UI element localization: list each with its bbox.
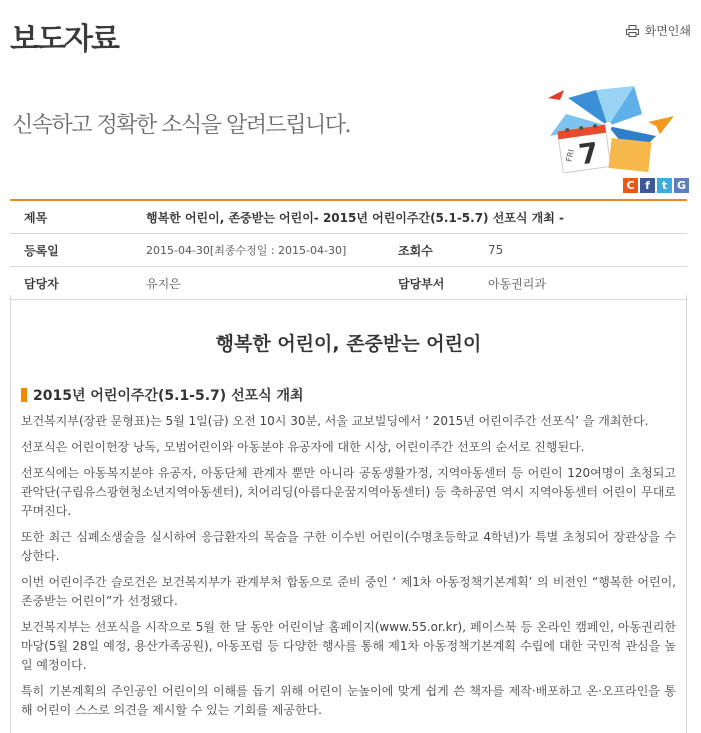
article-paragraphs bbox=[21, 412, 676, 727]
paragraph: 특히 기본계획의 주인공인 어린이의 이해를 돕기 위해 어린이 눈높이에 맞게 쉽게 쓴 책자를 제작·배포하고 온·오프라인을 통해 어린이 스스로 의견을 제시할 수 있는 기회를 제공한다. bbox=[21, 684, 676, 717]
paragraph: 보건복지부는 선포식을 시작으로 5월 한 달 동안 어린이날 홈페이지(www.55.or.kr), 페이스북 등 온라인 캠페인, 아동권리한마당(5월 28일 예정, 용산가족공원), 아동포럼 등 다양한 행사를 통해 제1차 아동정책기본계획 수립에 대한 국민적 관심을 높일 예정이다. bbox=[21, 620, 676, 672]
views-value: 75 bbox=[488, 243, 504, 257]
facebook-icon[interactable]: f bbox=[640, 178, 655, 193]
dept-label: 담당부서 bbox=[398, 276, 445, 291]
article-headline: 행복한 어린이, 존중받는 어린이 bbox=[215, 333, 482, 355]
print-label: 화면인쇄 bbox=[644, 24, 691, 38]
title-label: 제목 bbox=[24, 210, 48, 225]
date-value: 2015-04-30[최종수정일 : 2015-04-30] bbox=[146, 244, 347, 257]
paragraph: 선포식은 어린이헌장 낭독, 모범어린이와 아동분야 유공자에 대한 시상, 어린이주간 선포의 순서로 진행된다. bbox=[21, 440, 585, 454]
meta-row-title bbox=[10, 201, 687, 234]
views-label: 조회수 bbox=[398, 243, 433, 258]
article-meta-table bbox=[10, 199, 687, 300]
author-label: 담당자 bbox=[24, 276, 59, 291]
calendar-date: 7 bbox=[576, 136, 601, 172]
c-share-icon[interactable]: C bbox=[623, 178, 638, 193]
twitter-icon[interactable]: t bbox=[657, 178, 672, 193]
share-icons bbox=[623, 178, 689, 193]
subhead-text: 2015년 어린이주간(5.1-5.7) 선포식 개최 bbox=[33, 388, 304, 404]
calendar-pinwheel-illustration bbox=[538, 78, 683, 173]
title-value: 행복한 어린이, 존중받는 어린이- 2015년 어린이주간(5.1-5.7) 선포식 개최 - bbox=[146, 210, 565, 225]
paragraph: 이번 어린이주간 슬로건은 보건복지부가 관계부처 합동으로 준비 중인 ‘ 제1차 아동정책기본계획’ 의 비전인 “행복한 어린이, 존중받는 어린이”가 선정됐다. bbox=[21, 575, 676, 608]
subhead-marker bbox=[21, 388, 27, 402]
meta-row-date bbox=[10, 234, 687, 267]
paragraph: 또한 최근 심폐소생술을 실시하여 응급환자의 목숨을 구한 이수빈 어린이(수명초등학교 4학년)가 특별 초청되어 장관상을 수상한다. bbox=[21, 530, 676, 563]
date-label: 등록일 bbox=[24, 243, 59, 258]
paragraph: 선포식에는 아동복지분야 유공자, 아동단체 관계자 뿐만 아니라 공동생활가정, 지역아동센터 등 어린이 120여명이 초청되고 관악단(구립유스광현청소년지역아동센터), 치어리딩(아름다운꿈지역아동센터) 등 축하공연 역시 지역아동센터 어린이 무대로 꾸며진다. bbox=[21, 466, 676, 518]
printer-icon bbox=[626, 25, 639, 37]
paragraph: 보건복지부(장관 문형표)는 5월 1일(금) 오전 10시 30분, 서울 교보빌딩에서 ‘ 2015년 어린이주간 선포식’ 을 개최한다. bbox=[21, 414, 649, 428]
article-subhead bbox=[21, 385, 304, 405]
tagline: 신속하고 정확한 소식을 알려드립니다. bbox=[12, 113, 351, 138]
page-title: 보도자료 bbox=[10, 22, 118, 57]
google-icon[interactable]: G bbox=[674, 178, 689, 193]
calendar-day: FRI bbox=[564, 148, 576, 163]
print-button[interactable] bbox=[626, 22, 691, 39]
article-body bbox=[10, 295, 687, 733]
author-value: 유지은 bbox=[146, 276, 181, 291]
dept-value: 아동권리과 bbox=[488, 276, 546, 291]
